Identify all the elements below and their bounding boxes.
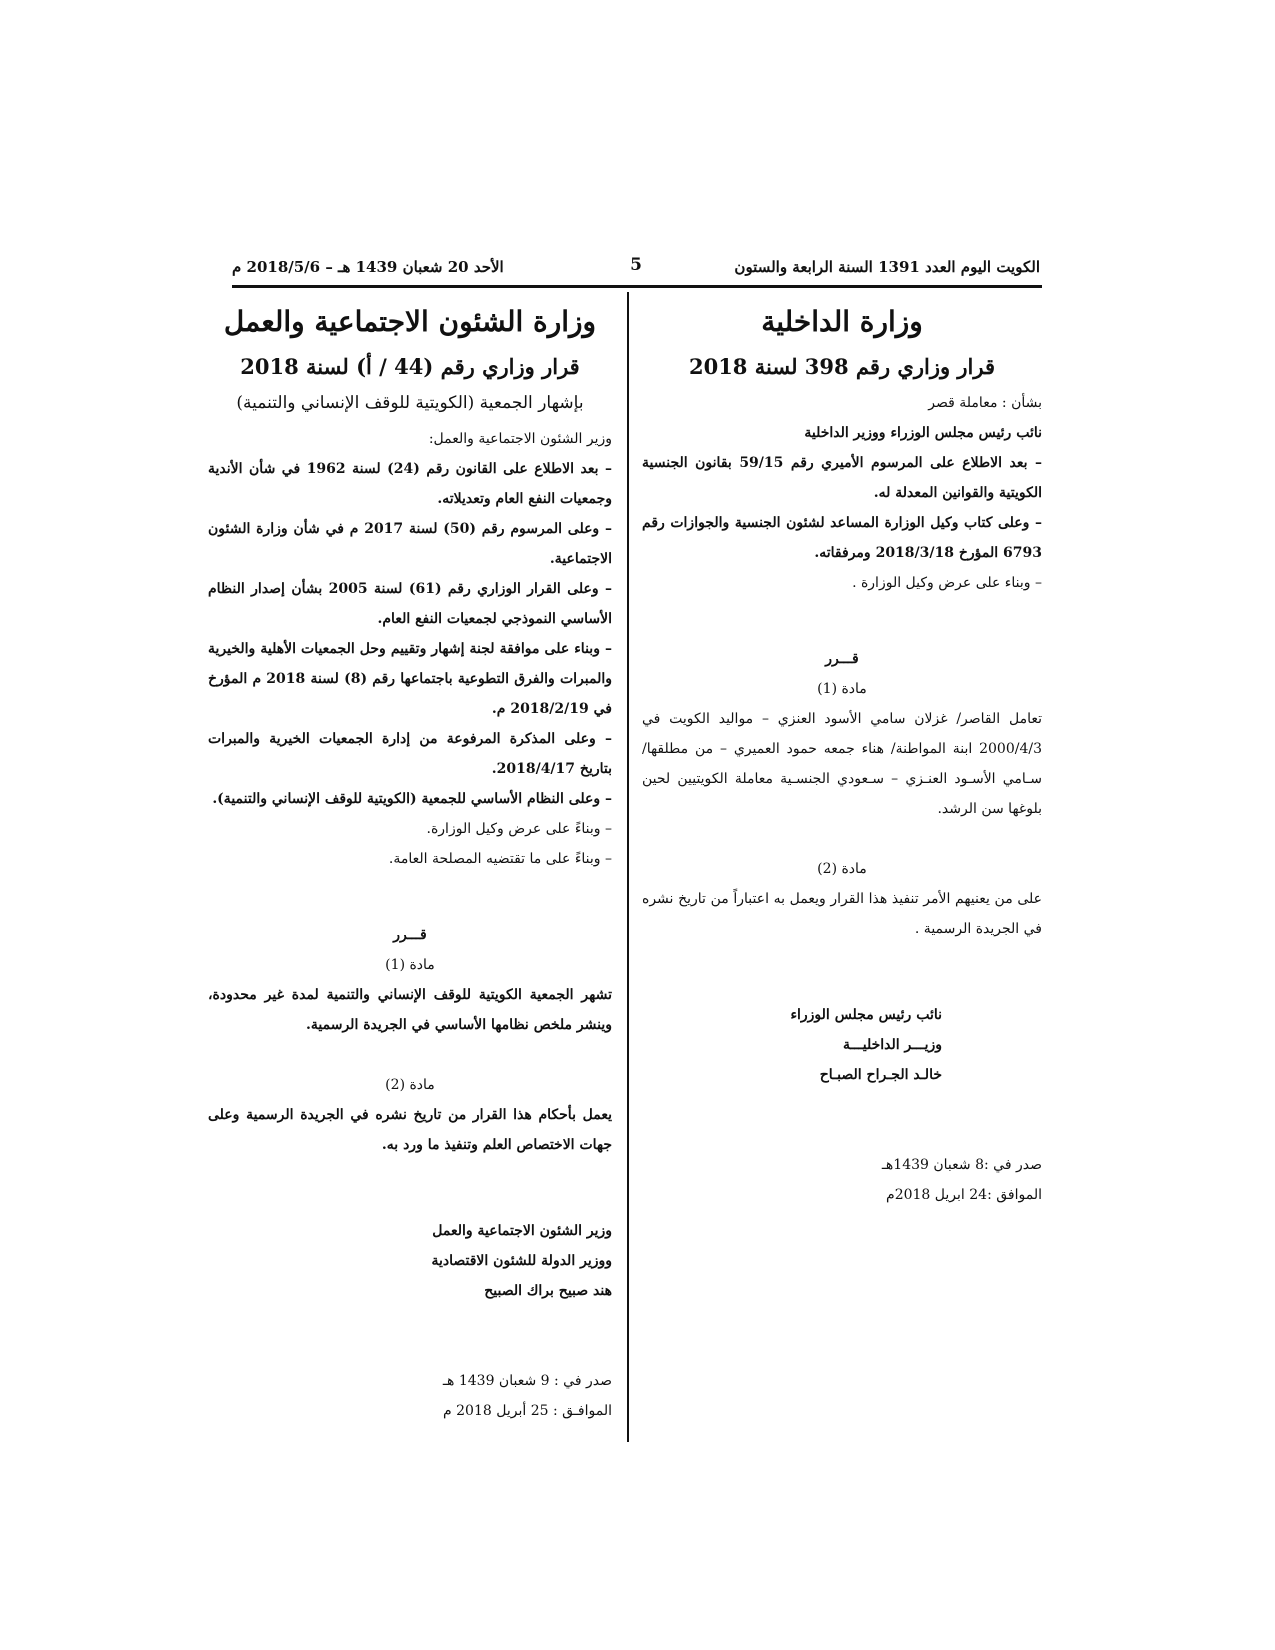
issued-gregorian: الموافـق : 25 أبريل 2018 م	[443, 1403, 612, 1419]
preamble-item: – بعد الاطلاع على المرسوم الأميري رقم 59/15 بقانون الجنسية الكويتية والقوانين المعدلة له.	[642, 455, 1042, 501]
signature-block	[642, 1000, 942, 1090]
preamble-item: – وعلى النظام الأساسي للجمعية (الكويتية للوقف الإنساني والتنمية).	[212, 791, 612, 807]
signature-line: ووزير الدولة للشئون الاقتصادية	[431, 1253, 612, 1269]
decision-issuer: وزير الشئون الاجتماعية والعمل:	[428, 431, 612, 447]
article-title: مادة (1)	[817, 681, 867, 697]
signature-name: هند صبيح براك الصبيح	[484, 1283, 612, 1299]
article-text: تعامل القاصر/ غزلان سامي الأسود العنزي – مواليد الكويت في 2000/4/3 ابنة المواطنة/ هناء جمعه حمود العميري – من مطلقها/ سـامي الأسـود العنـزي – سـعودي الجنسـية معاملة الكويتيين لحين بلوغها سن الرشد.	[642, 711, 1042, 817]
issue-date-block	[208, 1366, 612, 1426]
signature-name: خالـد الجـراح الصبـاح	[819, 1067, 942, 1083]
ministry-title: وزارة الشئون الاجتماعية والعمل	[223, 305, 597, 338]
preamble-item: – وبناء على موافقة لجنة إشهار وتقييم وحل الجمعيات الأهلية والخيرية والمبرات والفرق التطوعية باجتماعها رقم (8) لسنة 2018 م المؤرخ في 2018/2/19 م.	[208, 641, 613, 717]
issued-gregorian: الموافق :24 ابريل 2018م	[886, 1187, 1042, 1203]
preamble-item: – وعلى كتاب وكيل الوزارة المساعد لشئون الجنسية والجوازات رقم 6793 المؤرخ 2018/3/18 ومرفقاته.	[642, 515, 1042, 561]
decision-subject: بشأن : معاملة قصر	[928, 395, 1042, 411]
issue-date-block	[642, 1150, 1042, 1210]
issued-hijri: صدر في : 9 شعبان 1439 هـ	[442, 1373, 612, 1389]
decision-title: قرار وزاري رقم 398 لسنة 2018	[688, 354, 996, 379]
page-header	[232, 255, 1040, 281]
issued-hijri: صدر في :8 شعبان 1439هـ	[881, 1157, 1042, 1173]
preamble-item: – بعد الاطلاع على القانون رقم (24) لسنة 1962 في شأن الأندية وجمعيات النفع العام وتعديلاته.	[208, 461, 612, 507]
social-affairs-decision-column	[208, 296, 612, 1426]
article-title: مادة (1)	[385, 957, 435, 973]
article-text: تشهر الجمعية الكويتية للوقف الإنساني والتنمية لمدة غير محدودة، وينشر ملخص نظامها الأساسي في الجريدة الرسمية.	[208, 987, 612, 1033]
decision-title: قرار وزاري رقم (44 / أ) لسنة 2018	[240, 354, 580, 379]
article-text: على من يعنيهم الأمر تنفيذ هذا القرار ويعمل به اعتباراً من تاريخ نشره في الجريدة الرسمية .	[642, 891, 1042, 937]
signature-line: وزيـــر الداخليـــة	[842, 1037, 942, 1053]
header-divider	[232, 285, 1042, 288]
decides-heading: قـــرر	[825, 651, 859, 667]
decision-issuer: نائب رئيس مجلس الوزراء ووزير الداخلية	[804, 425, 1042, 441]
preamble-item: – وبناءً على عرض وكيل الوزارة.	[426, 821, 612, 837]
preamble-item: – وبناء على عرض وكيل الوزارة .	[852, 575, 1042, 591]
article-title: مادة (2)	[817, 861, 867, 877]
ministry-title: وزارة الداخلية	[761, 305, 923, 338]
decision-subject: بإشهار الجمعية (الكويتية للوقف الإنساني والتنمية)	[236, 393, 584, 413]
interior-decision-column	[642, 296, 1042, 1210]
signature-block	[208, 1216, 612, 1306]
preamble-item: – وبناءً على ما تقتضيه المصلحة العامة.	[388, 851, 612, 867]
preamble-item: – وعلى المرسوم رقم (50) لسنة 2017 م في شأن وزارة الشئون الاجتماعية.	[208, 521, 612, 567]
preamble-item: – وعلى القرار الوزاري رقم (61) لسنة 2005 بشأن إصدار النظام الأساسي النموذجي لجمعيات النفع العام.	[208, 581, 612, 627]
preamble-item: – وعلى المذكرة المرفوعة من إدارة الجمعيات الخيرية والمبرات بتاريخ 2018/4/17.	[208, 731, 612, 777]
header-issue-info: الكويت اليوم العدد 1391 السنة الرابعة والستون	[734, 258, 1040, 276]
column-divider	[627, 292, 629, 1442]
signature-line: نائب رئيس مجلس الوزراء	[790, 1007, 942, 1023]
signature-line: وزير الشئون الاجتماعية والعمل	[432, 1223, 612, 1239]
decides-heading: قـــرر	[393, 927, 427, 943]
article-text: يعمل بأحكام هذا القرار من تاريخ نشره في الجريدة الرسمية وعلى جهات الاختصاص العلم وتنفيذ ما ورد به.	[208, 1107, 612, 1153]
article-title: مادة (2)	[385, 1077, 435, 1093]
header-date: الأحد 20 شعبان 1439 هـ – 2018/5/6 م	[232, 258, 504, 276]
header-page-number: 5	[630, 255, 642, 275]
